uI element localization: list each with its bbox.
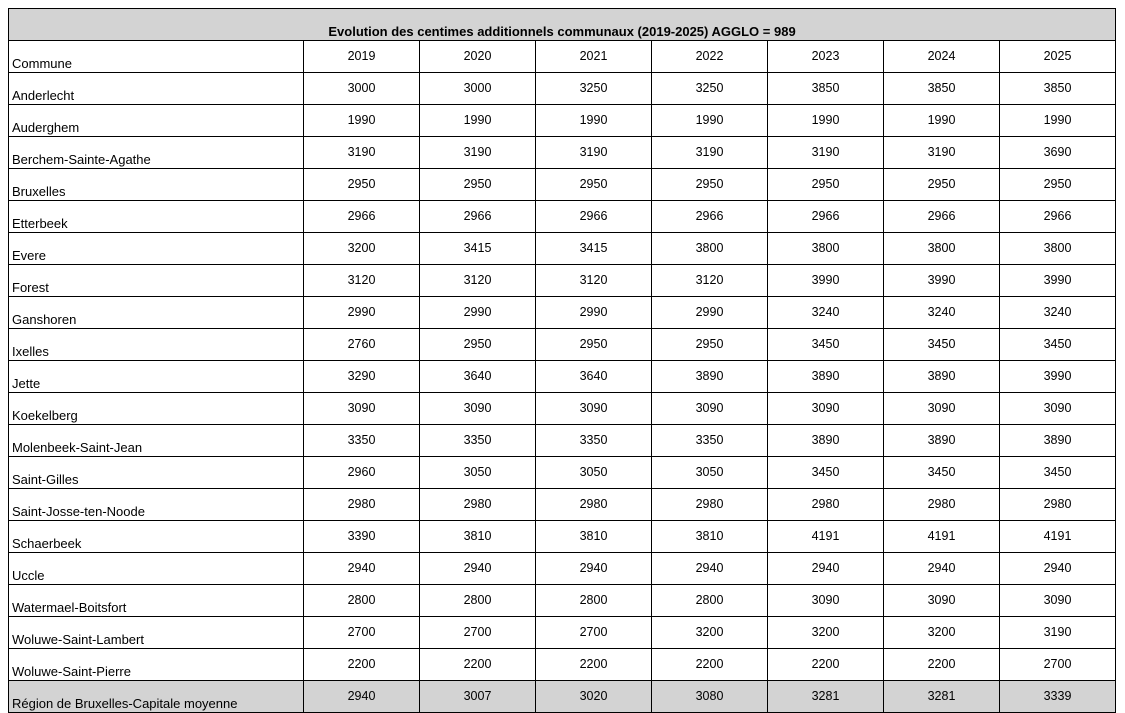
table-cell-value: 2940 (652, 553, 768, 585)
table-cell-value: 1990 (304, 105, 420, 137)
commune-name: Anderlecht (9, 73, 304, 105)
table-cell-value: 2940 (420, 553, 536, 585)
table-cell-value: 2940 (304, 681, 420, 713)
table-cell-value: 3090 (884, 393, 1000, 425)
table-cell-value: 2940 (536, 553, 652, 585)
table-cell-value: 3090 (768, 585, 884, 617)
table-cell-value: 2200 (768, 649, 884, 681)
table-cell-value: 2980 (652, 489, 768, 521)
table-cell-value: 2966 (884, 201, 1000, 233)
table-cell-value: 3850 (768, 73, 884, 105)
table-cell-value: 2800 (536, 585, 652, 617)
table-cell-value: 3990 (1000, 265, 1116, 297)
table-cell-value: 2980 (536, 489, 652, 521)
table-cell-value: 3190 (884, 137, 1000, 169)
table-cell-value: 3450 (1000, 457, 1116, 489)
table-row (9, 489, 1116, 521)
table-cell-value: 4191 (884, 521, 1000, 553)
table-cell-value: 3640 (420, 361, 536, 393)
table-cell-value: 4191 (768, 521, 884, 553)
commune-name: Auderghem (9, 105, 304, 137)
table-cell-value: 3800 (768, 233, 884, 265)
table-cell-value: 3190 (1000, 617, 1116, 649)
table-cell-value: 3090 (884, 585, 1000, 617)
table-cell-value: 3290 (304, 361, 420, 393)
table-cell-value: 2200 (536, 649, 652, 681)
table-cell-value: 2950 (1000, 169, 1116, 201)
table-cell-value: 2940 (768, 553, 884, 585)
table-cell-value: 3810 (652, 521, 768, 553)
commune-name: Forest (9, 265, 304, 297)
table-cell-value: 3200 (884, 617, 1000, 649)
table-cell-value: 2940 (884, 553, 1000, 585)
header-row (9, 41, 1116, 73)
table-row (9, 521, 1116, 553)
table-cell-value: 3450 (768, 329, 884, 361)
table-cell-value: 3190 (536, 137, 652, 169)
table-cell-value: 2800 (304, 585, 420, 617)
table-cell-value: 2990 (652, 297, 768, 329)
table-row (9, 553, 1116, 585)
table-cell-value: 3990 (768, 265, 884, 297)
table-cell-value: 2950 (536, 169, 652, 201)
table-cell-value: 3090 (420, 393, 536, 425)
table-title: Evolution des centimes additionnels communaux (2019-2025) AGGLO = 989 (9, 9, 1116, 41)
header-year: 2025 (1000, 41, 1116, 73)
table-cell-value: 3390 (304, 521, 420, 553)
table-cell-value: 2200 (420, 649, 536, 681)
table-cell-value: 3250 (652, 73, 768, 105)
commune-name: Saint-Gilles (9, 457, 304, 489)
table-cell-value: 2950 (536, 329, 652, 361)
table-cell-value: 2950 (420, 169, 536, 201)
table-cell-value: 2966 (1000, 201, 1116, 233)
table-cell-value: 3240 (768, 297, 884, 329)
table-row (9, 329, 1116, 361)
header-year: 2020 (420, 41, 536, 73)
table-cell-value: 2950 (304, 169, 420, 201)
table-row (9, 73, 1116, 105)
table-row (9, 361, 1116, 393)
commune-name: Koekelberg (9, 393, 304, 425)
table-cell-value: 2940 (304, 553, 420, 585)
table-cell-value: 2966 (420, 201, 536, 233)
table-cell-value: 3415 (536, 233, 652, 265)
table-cell-value: 3800 (1000, 233, 1116, 265)
average-row (9, 681, 1116, 713)
table-cell-value: 2200 (652, 649, 768, 681)
table-cell-value: 3190 (304, 137, 420, 169)
table-cell-value: 2700 (536, 617, 652, 649)
table-cell-value: 2980 (768, 489, 884, 521)
table-cell-value: 3090 (768, 393, 884, 425)
table-cell-value: 3450 (884, 329, 1000, 361)
table-cell-value: 3190 (652, 137, 768, 169)
table-cell-value: 3640 (536, 361, 652, 393)
commune-name: Woluwe-Saint-Pierre (9, 649, 304, 681)
table-row (9, 649, 1116, 681)
commune-name: Woluwe-Saint-Lambert (9, 617, 304, 649)
commune-name: Ganshoren (9, 297, 304, 329)
table-row (9, 201, 1116, 233)
table-cell-value: 3200 (304, 233, 420, 265)
table-cell-value: 2966 (768, 201, 884, 233)
header-year: 2021 (536, 41, 652, 73)
header-year: 2022 (652, 41, 768, 73)
table-cell-value: 2966 (536, 201, 652, 233)
table-cell-value: 2980 (420, 489, 536, 521)
table-cell-value: 2950 (884, 169, 1000, 201)
table-cell-value: 3120 (652, 265, 768, 297)
table-cell-value: 1990 (536, 105, 652, 137)
commune-name: Saint-Josse-ten-Noode (9, 489, 304, 521)
header-commune: Commune (9, 41, 304, 73)
table-cell-value: 3190 (768, 137, 884, 169)
table-cell-value: 3800 (884, 233, 1000, 265)
table-cell-value: 3090 (1000, 393, 1116, 425)
table-cell-value: 3200 (768, 617, 884, 649)
table-cell-value: 1990 (884, 105, 1000, 137)
table-cell-value: 3120 (304, 265, 420, 297)
table-cell-value: 3339 (1000, 681, 1116, 713)
table-cell-value: 3850 (1000, 73, 1116, 105)
table-cell-value: 3810 (420, 521, 536, 553)
table-cell-value: 3350 (652, 425, 768, 457)
table-cell-value: 1990 (768, 105, 884, 137)
table-cell-value: 3050 (536, 457, 652, 489)
table-cell-value: 3050 (652, 457, 768, 489)
table-row (9, 617, 1116, 649)
table-cell-value: 3200 (652, 617, 768, 649)
table-cell-value: 2700 (1000, 649, 1116, 681)
table-cell-value: 3090 (536, 393, 652, 425)
table-row (9, 585, 1116, 617)
table-cell-value: 3250 (536, 73, 652, 105)
table-cell-value: 3890 (768, 361, 884, 393)
table-cell-value: 2700 (304, 617, 420, 649)
table-row (9, 297, 1116, 329)
table-cell-value: 3890 (884, 425, 1000, 457)
table-cell-value: 3350 (536, 425, 652, 457)
table-cell-value: 2940 (1000, 553, 1116, 585)
table-cell-value: 2980 (884, 489, 1000, 521)
commune-name: Molenbeek-Saint-Jean (9, 425, 304, 457)
table-cell-value: 3281 (768, 681, 884, 713)
table-cell-value: 3090 (304, 393, 420, 425)
table-cell-value: 2800 (420, 585, 536, 617)
commune-name: Jette (9, 361, 304, 393)
table-cell-value: 3415 (420, 233, 536, 265)
table-row (9, 233, 1116, 265)
table-cell-value: 3890 (768, 425, 884, 457)
table-cell-value: 2950 (652, 329, 768, 361)
table-cell-value: 3190 (420, 137, 536, 169)
table-cell-value: 3050 (420, 457, 536, 489)
table-cell-value: 1990 (1000, 105, 1116, 137)
header-year: 2024 (884, 41, 1000, 73)
table-cell-value: 3450 (1000, 329, 1116, 361)
header-year: 2023 (768, 41, 884, 73)
commune-name: Ixelles (9, 329, 304, 361)
table-cell-value: 2760 (304, 329, 420, 361)
table-cell-value: 2966 (304, 201, 420, 233)
table-row (9, 169, 1116, 201)
table-cell-value: 2950 (768, 169, 884, 201)
table-cell-value: 3350 (420, 425, 536, 457)
table-cell-value: 2966 (652, 201, 768, 233)
table-row (9, 393, 1116, 425)
table-cell-value: 3281 (884, 681, 1000, 713)
table-row (9, 105, 1116, 137)
commune-name: Evere (9, 233, 304, 265)
table-cell-value: 3850 (884, 73, 1000, 105)
header-year: 2019 (304, 41, 420, 73)
table-cell-value: 3990 (1000, 361, 1116, 393)
table-cell-value: 2200 (304, 649, 420, 681)
commune-name: Schaerbeek (9, 521, 304, 553)
table-cell-value: 2700 (420, 617, 536, 649)
table-cell-value: 3120 (536, 265, 652, 297)
table-cell-value: 2950 (652, 169, 768, 201)
table-cell-value: 3890 (1000, 425, 1116, 457)
table-cell-value: 2990 (420, 297, 536, 329)
table-cell-value: 2980 (1000, 489, 1116, 521)
commune-name: Région de Bruxelles-Capitale moyenne (9, 681, 304, 713)
table-cell-value: 3000 (420, 73, 536, 105)
table-row (9, 265, 1116, 297)
commune-name: Uccle (9, 553, 304, 585)
commune-name: Etterbeek (9, 201, 304, 233)
table-cell-value: 3000 (304, 73, 420, 105)
table-cell-value: 2960 (304, 457, 420, 489)
spreadsheet-table-container (8, 8, 1116, 713)
table-cell-value: 3810 (536, 521, 652, 553)
table-cell-value: 2200 (884, 649, 1000, 681)
table-cell-value: 3450 (768, 457, 884, 489)
title-row (9, 9, 1116, 41)
table-cell-value: 3690 (1000, 137, 1116, 169)
table-cell-value: 2990 (304, 297, 420, 329)
table-cell-value: 3240 (884, 297, 1000, 329)
table-cell-value: 3800 (652, 233, 768, 265)
table-row (9, 137, 1116, 169)
table-cell-value: 3890 (884, 361, 1000, 393)
table-cell-value: 3990 (884, 265, 1000, 297)
table-cell-value: 3890 (652, 361, 768, 393)
table-cell-value: 2950 (420, 329, 536, 361)
table-cell-value: 3080 (652, 681, 768, 713)
table-cell-value: 3090 (1000, 585, 1116, 617)
table-row (9, 425, 1116, 457)
table-row (9, 457, 1116, 489)
table-cell-value: 2990 (536, 297, 652, 329)
commune-name: Berchem-Sainte-Agathe (9, 137, 304, 169)
table-cell-value: 1990 (420, 105, 536, 137)
table-cell-value: 3350 (304, 425, 420, 457)
table-cell-value: 3120 (420, 265, 536, 297)
table-cell-value: 1990 (652, 105, 768, 137)
centimes-table (8, 8, 1116, 713)
table-cell-value: 3020 (536, 681, 652, 713)
table-cell-value: 3240 (1000, 297, 1116, 329)
commune-name: Watermael-Boitsfort (9, 585, 304, 617)
table-cell-value: 4191 (1000, 521, 1116, 553)
table-cell-value: 2980 (304, 489, 420, 521)
table-cell-value: 3007 (420, 681, 536, 713)
table-cell-value: 3090 (652, 393, 768, 425)
commune-name: Bruxelles (9, 169, 304, 201)
table-cell-value: 3450 (884, 457, 1000, 489)
table-cell-value: 2800 (652, 585, 768, 617)
